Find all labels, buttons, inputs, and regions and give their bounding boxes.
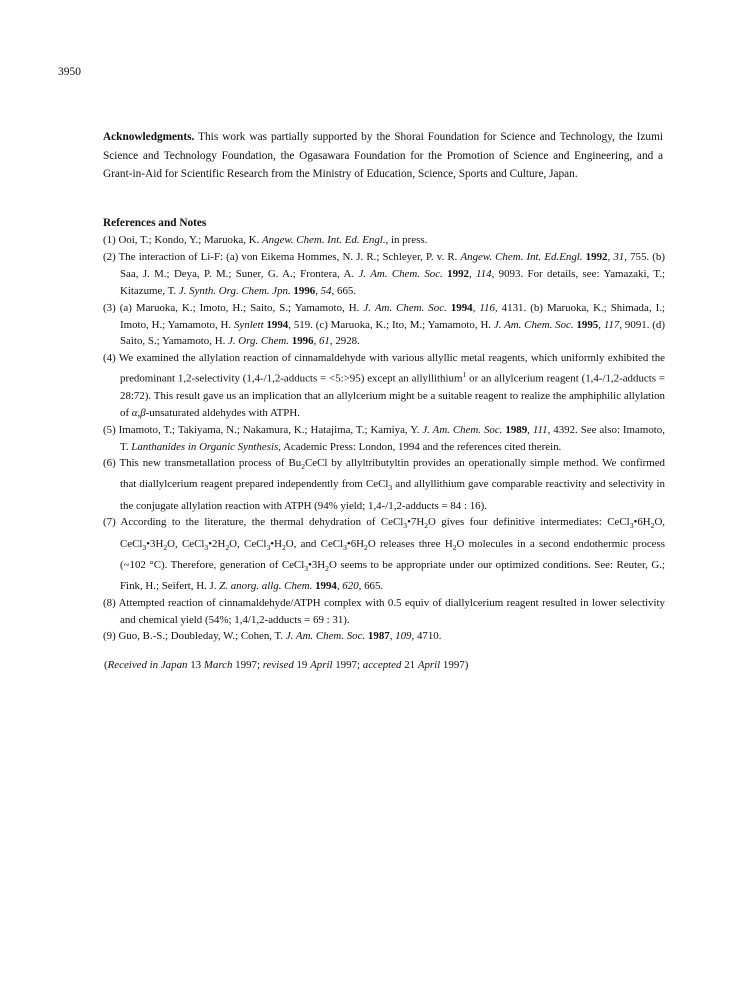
reference-item (103, 232, 665, 249)
text-run: 3 (204, 542, 209, 552)
text-run: 2 (325, 563, 329, 573)
text-run: , (468, 267, 477, 280)
text-run: J. Am. Chem. Soc. (363, 301, 447, 314)
text-run: 114 (476, 267, 492, 280)
text-run: 1995 (576, 318, 599, 331)
text-run: •3H (308, 558, 326, 571)
text-run: 19 (293, 659, 311, 672)
text-run: , (598, 318, 604, 331)
text-run: Ooi, T.; Kondo, Y.; Maruoka, K. (118, 234, 263, 246)
text-run: , 9093. For details, see: Yamazaki, T.; Kitazume, T. (120, 267, 665, 297)
text-run: 1989 (505, 423, 528, 436)
text-run: 2 (163, 542, 168, 552)
text-run: , (607, 250, 614, 263)
text-run: 2 (301, 462, 305, 472)
text-run: 1996 (291, 335, 314, 348)
text-run: 3 (304, 563, 309, 573)
text-run: Received in Japan (107, 659, 188, 672)
text-run: 3 (266, 542, 271, 552)
text-run: O releases three H (367, 537, 453, 550)
text-run: April (417, 659, 441, 672)
text-run: Lanthanides in Organic Synthesis (131, 440, 279, 453)
text-run: 1997) (440, 659, 469, 672)
text-run: Angew. Chem. Int. Ed. Engl. (262, 234, 386, 246)
text-run: 1997; (332, 659, 363, 672)
text-run: , 519. (c) Maruoka, K.; Ito, M.; Yamamoto, H. (288, 318, 494, 331)
text-run: , (313, 335, 319, 348)
text-run: 620 (342, 579, 359, 592)
text-run: 3 (388, 483, 393, 493)
text-run: , 665. (331, 284, 357, 297)
text-run: 1994 (315, 579, 337, 592)
reference-number: (4) (103, 352, 116, 365)
reference-item (103, 455, 665, 514)
text-run: O, CeCl (167, 537, 205, 550)
reference-number: (7) (103, 516, 116, 529)
text-run: 54 (320, 284, 332, 297)
text-run: •2H (208, 537, 226, 550)
text-run: •7H (407, 516, 425, 529)
reference-item (103, 350, 665, 421)
text-run: March (203, 659, 233, 672)
text-run: 3 (403, 521, 408, 531)
text-run: , 665. (358, 579, 384, 592)
text-run: , 9091. (d) Saito, S.; Yamamoto, H. (120, 318, 665, 348)
text-run: 116 (479, 301, 495, 314)
text-run: J. Org. Chem. (228, 335, 290, 348)
reference-number: (6) (103, 457, 116, 470)
reference-number: (5) (103, 423, 116, 436)
text-run: CeCl by allyltributyltin provides an operationally simple method. We confirmed that diallylcerium reagent prepared independently from CeCl (120, 457, 665, 491)
acknowledgments-paragraph (103, 128, 663, 184)
text-run: O, CeCl (229, 537, 267, 550)
text-run: We examined the allylation reaction of cinnamaldehyde with various allyllic metal reagents, which uniformly exhibited the predominant 1,2-selectivity (1,4-/1,2-adducts = <5:>95) except an allyllithium (118, 352, 665, 385)
text-run: April (310, 659, 333, 672)
text-run: Imamoto, T.; Takiyama, N.; Nakamura, K.; Hatajima, T.; Kamiya, Y. (118, 423, 423, 436)
text-run: O molecules in a second endothermic process (~102 °C). Therefore, generation of CeCl (120, 537, 665, 571)
text-run: O seems to be appropriate under our optimized conditions. See: Reuter, G.; Fink, H.; Seifert, H. J. (120, 558, 665, 592)
text-run: According to the literature, the thermal dehydration of CeCl (120, 516, 404, 529)
text-run: , in press. (385, 234, 428, 246)
text-run: , Academic Press: London, 1994 and the references cited therein. (278, 440, 562, 453)
reference-item (103, 514, 665, 594)
text-run: accepted (362, 659, 402, 672)
reference-number: (2) (103, 250, 116, 263)
text-run: 1996 (293, 284, 316, 297)
text-run: 1992 (447, 267, 469, 280)
text-run: , (315, 284, 321, 297)
text-run: Z. anorg. allg. Chem. (219, 579, 313, 592)
text-run: 2 (281, 542, 286, 552)
references-heading: References and Notes (103, 217, 207, 229)
text-run: J. Am. Chem. Soc. (422, 423, 503, 436)
text-run: Attempted reaction of cinnamaldehyde/ATPH complex with 0.5 equiv of diallylcerium reagent resulted in lower selectivity and chemical yield (54%; 1,4/1,2-adducts = 69 : 31). (118, 596, 665, 626)
reference-item (103, 249, 665, 300)
reference-item (103, 300, 665, 351)
text-run: , (336, 579, 343, 592)
text-run: 1994 (450, 301, 473, 314)
text-run: -unsaturated aldehydes with ATPH. (145, 406, 300, 419)
text-run: J. Am. Chem. Soc. (285, 630, 366, 643)
text-run: 117 (603, 318, 620, 331)
text-run: J. Am. Chem. Soc. (358, 267, 443, 280)
text-run: O, CeCl (120, 516, 666, 550)
reference-item (103, 595, 665, 629)
text-run: O gives four definitive intermediates: CeCl (428, 516, 630, 529)
text-run: , 755. (b) Saa, J. M.; Deya, P. M.; Suner, G. A.; Frontera, A. (120, 250, 665, 280)
text-run: 2 (452, 542, 457, 552)
text-run: 61 (318, 335, 330, 348)
received-dates (104, 657, 665, 674)
text-run: Guo, B.-S.; Doubleday, W.; Cohen, T. (118, 630, 286, 643)
text-run: and allyllithium gave comparable reactivity and selectivity in the conjugate allylation reaction with ATPH (94% yield; 1,4-/1,2-adducts = 84 : 16). (120, 478, 665, 512)
text-run: 111 (532, 423, 548, 436)
text-run: 3 (142, 542, 147, 552)
text-run: 1992 (585, 250, 608, 263)
text-run: , 2928. (329, 335, 360, 348)
reference-number: (9) (103, 630, 116, 643)
text-run: 1987 (367, 630, 390, 643)
text-run: The interaction of Li-F: (a) von Eikema Hommes, N. J. R.; Schleyer, P. v. R. (118, 250, 461, 263)
text-run: , 4392. See also: Imamoto, T. (120, 423, 665, 453)
acknowledgments-heading: Acknowledgments. (103, 131, 195, 143)
text-run: (a) Maruoka, K.; Imoto, H.; Saito, S.; Yamamoto, H. (119, 301, 364, 314)
acknowledgments-text: This work was partially supported by the Shorai Foundation for Science and Technology, the Izumi Science and Technology Foundation, the Ogasawara Foundation for the Promotion of Science and Engineering, and a Grant-in-Aid for Scientific Research from the Ministry of Education, Science, Sports and Culture, Japan. (103, 131, 663, 180)
text-run: , (389, 630, 396, 643)
text-run: •6H (346, 537, 365, 550)
reference-item (103, 628, 665, 645)
text-run: 2 (424, 521, 429, 531)
references-section (103, 214, 665, 674)
text-run: 3 (343, 542, 347, 552)
reference-number: (3) (103, 301, 116, 314)
text-run: , (472, 301, 480, 314)
text-run: J. Am. Chem. Soc. (493, 318, 574, 331)
text-run: Angew. Chem. Int. Ed.Engl. (460, 250, 583, 263)
text-run: 2 (225, 542, 230, 552)
text-run: •3H (146, 537, 164, 550)
reference-number: (1) (103, 234, 116, 246)
text-run: O, and CeCl (285, 537, 344, 550)
reference-number: (8) (103, 596, 116, 609)
text-run: 31 (613, 250, 625, 263)
text-run: 1994 (266, 318, 289, 331)
text-run: revised (262, 659, 294, 672)
text-run: J. Synth. Org. Chem. Jpn. (178, 284, 291, 297)
text-run: 109 (395, 630, 412, 643)
text-run: , 4131. (b) Maruoka, K.; Shimada, I.; Imoto, H.; Yamamoto, H. (120, 301, 665, 331)
text-run: 1 (462, 370, 467, 380)
text-run: Synlett (233, 318, 264, 331)
text-run: or an allylcerium reagent (1,4-/1,2-adducts = 28:72). This result gave us an implication that an allylcerium might be a suitable reagent to realize the amphiphilic allylation of (120, 372, 665, 419)
page-number: 3950 (58, 66, 81, 78)
text-run: , (527, 423, 533, 436)
text-run: 2 (364, 542, 368, 552)
references-list (103, 232, 665, 645)
text-run: ( (104, 659, 108, 672)
text-run: •H (270, 537, 282, 550)
text-run: , 4710. (411, 630, 442, 643)
text-run: 1997; (232, 659, 263, 672)
text-run: 13 (187, 659, 204, 672)
text-run: 3 (629, 521, 634, 531)
text-run: 2 (650, 521, 655, 531)
text-run: •6H (633, 516, 651, 529)
text-run: 21 (401, 659, 418, 672)
text-run: This new transmetallation process of Bu (119, 457, 302, 470)
reference-item (103, 422, 665, 456)
text-run: α,β (131, 406, 146, 419)
